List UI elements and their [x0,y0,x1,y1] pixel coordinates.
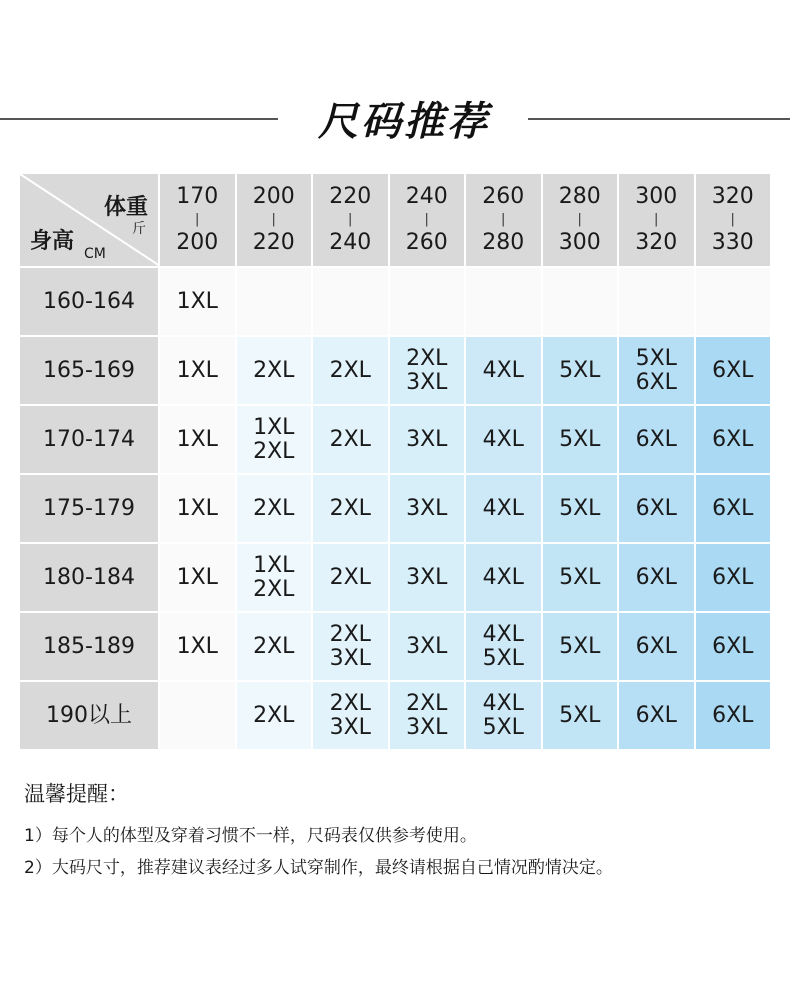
size-cell: 6XL [618,543,695,612]
weight-header-row [19,173,771,267]
page-title: 尺码推荐 [318,98,490,145]
weight-range-high: 330 [711,230,754,255]
size-cell: 2XL [312,336,389,405]
weight-range-low: 220 [329,184,372,209]
weight-range-low: 200 [252,184,295,209]
size-cell: 3XL [389,543,466,612]
section-header [0,84,790,152]
size-cell: 2XL 3XL [389,336,466,405]
table-row [19,474,771,543]
height-range-cell: 185-189 [19,612,159,681]
size-cell: 2XL [236,681,313,750]
weight-range-header [389,173,466,267]
size-cell: 5XL [542,405,619,474]
size-cell: 3XL [389,405,466,474]
size-cell: 4XL 5XL [465,612,542,681]
size-cell: 5XL 6XL [618,336,695,405]
size-cell: 5XL [542,336,619,405]
height-range-cell: 170-174 [19,405,159,474]
corner-header [19,173,159,267]
size-cell: 1XL [159,474,236,543]
weight-range-low: 320 [711,184,754,209]
size-cell: 3XL [389,612,466,681]
weight-range-header [312,173,389,267]
size-cell: 1XL 2XL [236,405,313,474]
weight-range-separator: | [577,212,582,227]
height-range-cell: 175-179 [19,474,159,543]
size-cell: 4XL [465,474,542,543]
weight-range-separator: | [501,212,506,227]
size-cell: 5XL [542,474,619,543]
table-row [19,612,771,681]
weight-range-high: 220 [252,230,295,255]
weight-range-separator: | [424,212,429,227]
height-range-cell: 160-164 [19,267,159,336]
weight-range-separator: | [195,212,200,227]
header-rule-right [528,118,790,120]
height-label: 身高 [30,229,75,254]
weight-range-high: 240 [329,230,372,255]
size-cell [389,267,466,336]
weight-range-header [236,173,313,267]
weight-range-header [618,173,695,267]
size-cell [312,267,389,336]
weight-range-high: 320 [635,230,678,255]
size-cell: 2XL [312,474,389,543]
size-cell: 5XL [542,543,619,612]
size-cell [618,267,695,336]
size-chart-table [18,172,772,751]
size-cell: 2XL 3XL [312,681,389,750]
size-cell [159,681,236,750]
height-unit: CM [84,246,106,262]
size-cell: 6XL [695,405,772,474]
size-cell: 4XL [465,543,542,612]
weight-range-high: 260 [405,230,448,255]
size-cell: 1XL [159,612,236,681]
size-cell: 5XL [542,681,619,750]
size-cell: 5XL [542,612,619,681]
table-row [19,543,771,612]
size-cell: 2XL [236,336,313,405]
weight-range-separator: | [271,212,276,227]
weight-range-separator: | [730,212,735,227]
weight-unit: 斤 [132,221,146,237]
weight-range-high: 280 [482,230,525,255]
table-row [19,681,771,750]
size-cell: 6XL [618,474,695,543]
weight-range-low: 260 [482,184,525,209]
size-cell: 2XL [236,474,313,543]
size-cell: 1XL [159,543,236,612]
weight-range-low: 240 [405,184,448,209]
size-cell: 6XL [695,681,772,750]
size-cell: 3XL [389,474,466,543]
size-cell: 6XL [695,474,772,543]
weight-range-low: 280 [558,184,601,209]
size-cell: 4XL 5XL [465,681,542,750]
size-cell: 6XL [695,336,772,405]
table-row [19,405,771,474]
weight-range-header [465,173,542,267]
weight-range-low: 300 [635,184,678,209]
header-rule-left [0,118,278,120]
height-range-cell: 180-184 [19,543,159,612]
weight-range-high: 300 [558,230,601,255]
size-cell: 1XL [159,267,236,336]
table-row [19,267,771,336]
tip-line: 1）每个人的体型及穿着习惯不一样，尺码表仅供参考使用。 [24,826,477,846]
weight-range-low: 170 [176,184,219,209]
size-cell [695,267,772,336]
size-cell: 1XL [159,336,236,405]
size-cell: 6XL [695,612,772,681]
weight-label: 体重 [103,195,148,220]
size-cell: 2XL 3XL [312,612,389,681]
weight-range-high: 200 [176,230,219,255]
size-cell [236,267,313,336]
size-cell: 1XL [159,405,236,474]
tips-section [24,778,769,884]
weight-range-separator: | [654,212,659,227]
height-range-cell: 190以上 [19,681,159,750]
tip-line: 2）大码尺寸，推荐建议表经过多人试穿制作，最终请根据自己情况酌情决定。 [24,858,613,878]
size-cell: 2XL [236,612,313,681]
size-cell: 6XL [618,405,695,474]
size-cell: 4XL [465,336,542,405]
size-cell: 4XL [465,405,542,474]
weight-range-separator: | [348,212,353,227]
size-cell: 1XL 2XL [236,543,313,612]
height-range-cell: 165-169 [19,336,159,405]
size-cell [542,267,619,336]
size-cell: 2XL 3XL [389,681,466,750]
size-cell [465,267,542,336]
size-cell: 6XL [618,681,695,750]
weight-range-header [695,173,772,267]
size-cell: 6XL [618,612,695,681]
tips-title: 温馨提醒： [24,782,129,806]
table-row [19,336,771,405]
size-cell: 2XL [312,405,389,474]
size-cell: 6XL [695,543,772,612]
weight-range-header [542,173,619,267]
weight-range-header [159,173,236,267]
size-cell: 2XL [312,543,389,612]
